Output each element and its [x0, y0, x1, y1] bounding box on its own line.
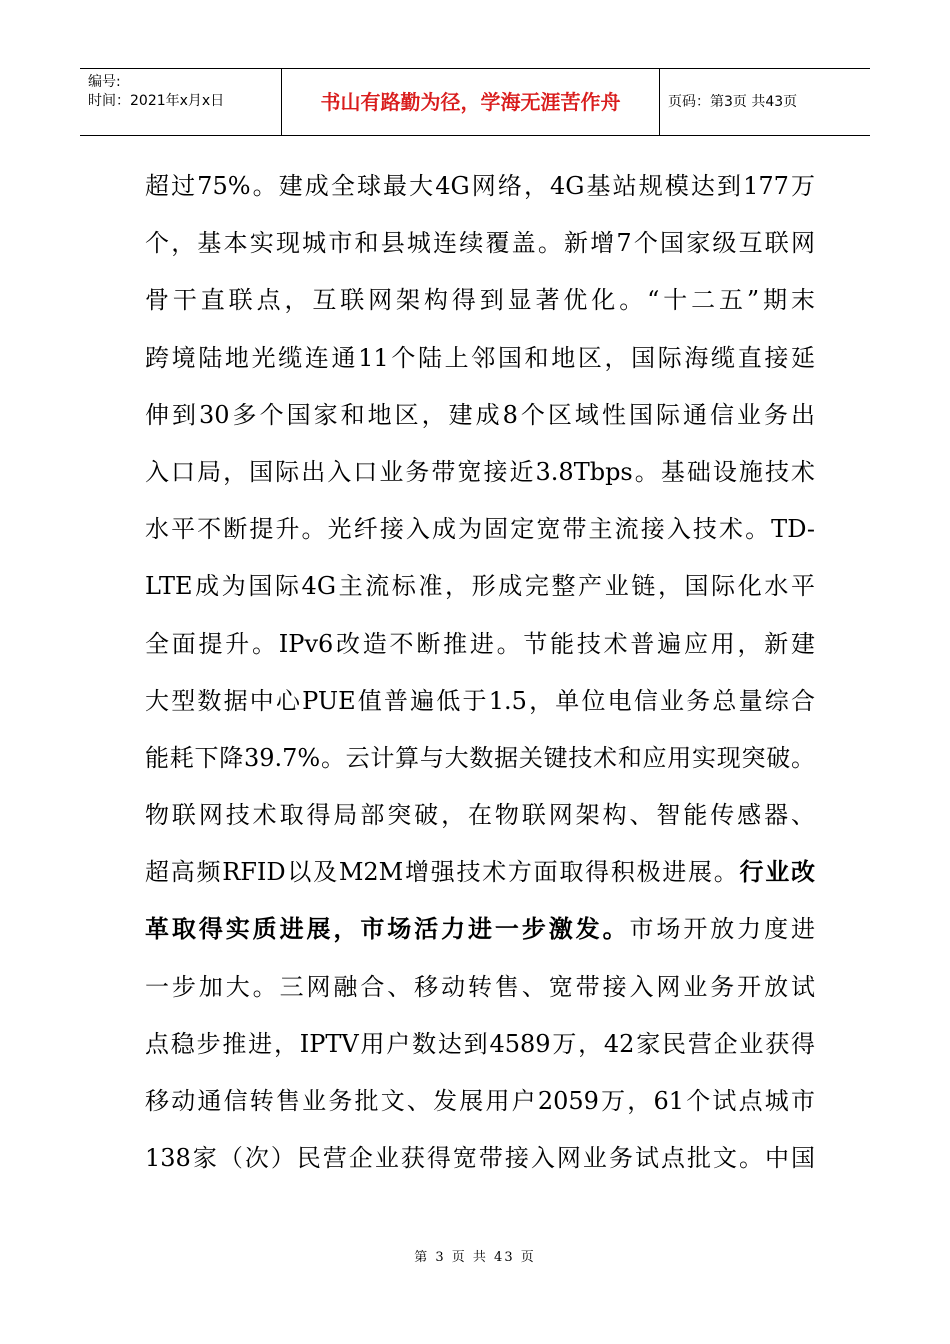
text-line: 伸到30多个国家和地区，建成8个区域性国际通信业务出 — [145, 400, 815, 429]
text-line: 入口局，国际出入口业务带宽接近3.8Tbps。基础设施技术 — [145, 457, 815, 486]
header-page-info: 页码：第3页 共43页 — [668, 94, 798, 110]
header-meta — [80, 69, 282, 135]
text-line: 超过75%。建成全球最大4G网络，4G基站规模达到177万 — [145, 172, 815, 200]
document-body — [145, 158, 815, 1187]
text-line: 革取得实质进展，市场活力进一步激发。市场开放力度进 — [145, 915, 815, 944]
text-line: 大型数据中心PUE值普遍低于1.5，单位电信业务总量综合 — [145, 686, 815, 715]
text-line: 骨干直联点，互联网架构得到显著优化。“十二五”期末 — [145, 286, 815, 315]
page-footer: 第 3 页 共 43 页 — [414, 1250, 536, 1265]
text-line: LTE成为国际4G主流标准，形成完整产业链，国际化水平 — [145, 572, 815, 601]
page-header — [80, 68, 870, 136]
document-date: 时间：2021年x月x日 — [88, 93, 225, 109]
text-line: 移动通信转售业务批文、发展用户2059万，61个试点城市 — [145, 1087, 815, 1115]
text-line: 全面提升。IPv6改造不断推进。节能技术普遍应用，新建 — [145, 629, 815, 658]
bold-heading-start: 行业改 — [739, 858, 815, 887]
document-number-label: 编号: — [88, 74, 121, 90]
text-line: 物联网技术取得局部突破，在物联网架构、智能传感器、 — [145, 801, 815, 830]
text-line: 一步加大。三网融合、移动转售、宽带接入网业务开放试 — [145, 972, 815, 1001]
text-line: 能耗下降39.7%。云计算与大数据关键技术和应用实现突破。 — [145, 743, 815, 772]
header-motto: 书山有路勤为径，学海无涯苦作舟 — [282, 69, 660, 135]
text-line: 个，基本实现城市和县城连续覆盖。新增7个国家级互联网 — [145, 229, 815, 258]
text-line: 水平不断提升。光纤接入成为固定宽带主流接入技术。TD- — [145, 515, 815, 544]
bold-heading-end: 革取得实质进展，市场活力进一步激发。 — [145, 915, 630, 944]
text-line: 138家（次）民营企业获得宽带接入网业务试点批文。中国 — [145, 1144, 815, 1173]
text-line: 点稳步推进，IPTV用户数达到4589万，42家民营企业获得 — [145, 1029, 815, 1058]
text-line: 超高频RFID以及M2M增强技术方面取得积极进展。行业改 — [145, 858, 815, 887]
text-line: 跨境陆地光缆连通11个陆上邻国和地区，国际海缆直接延 — [145, 343, 815, 372]
